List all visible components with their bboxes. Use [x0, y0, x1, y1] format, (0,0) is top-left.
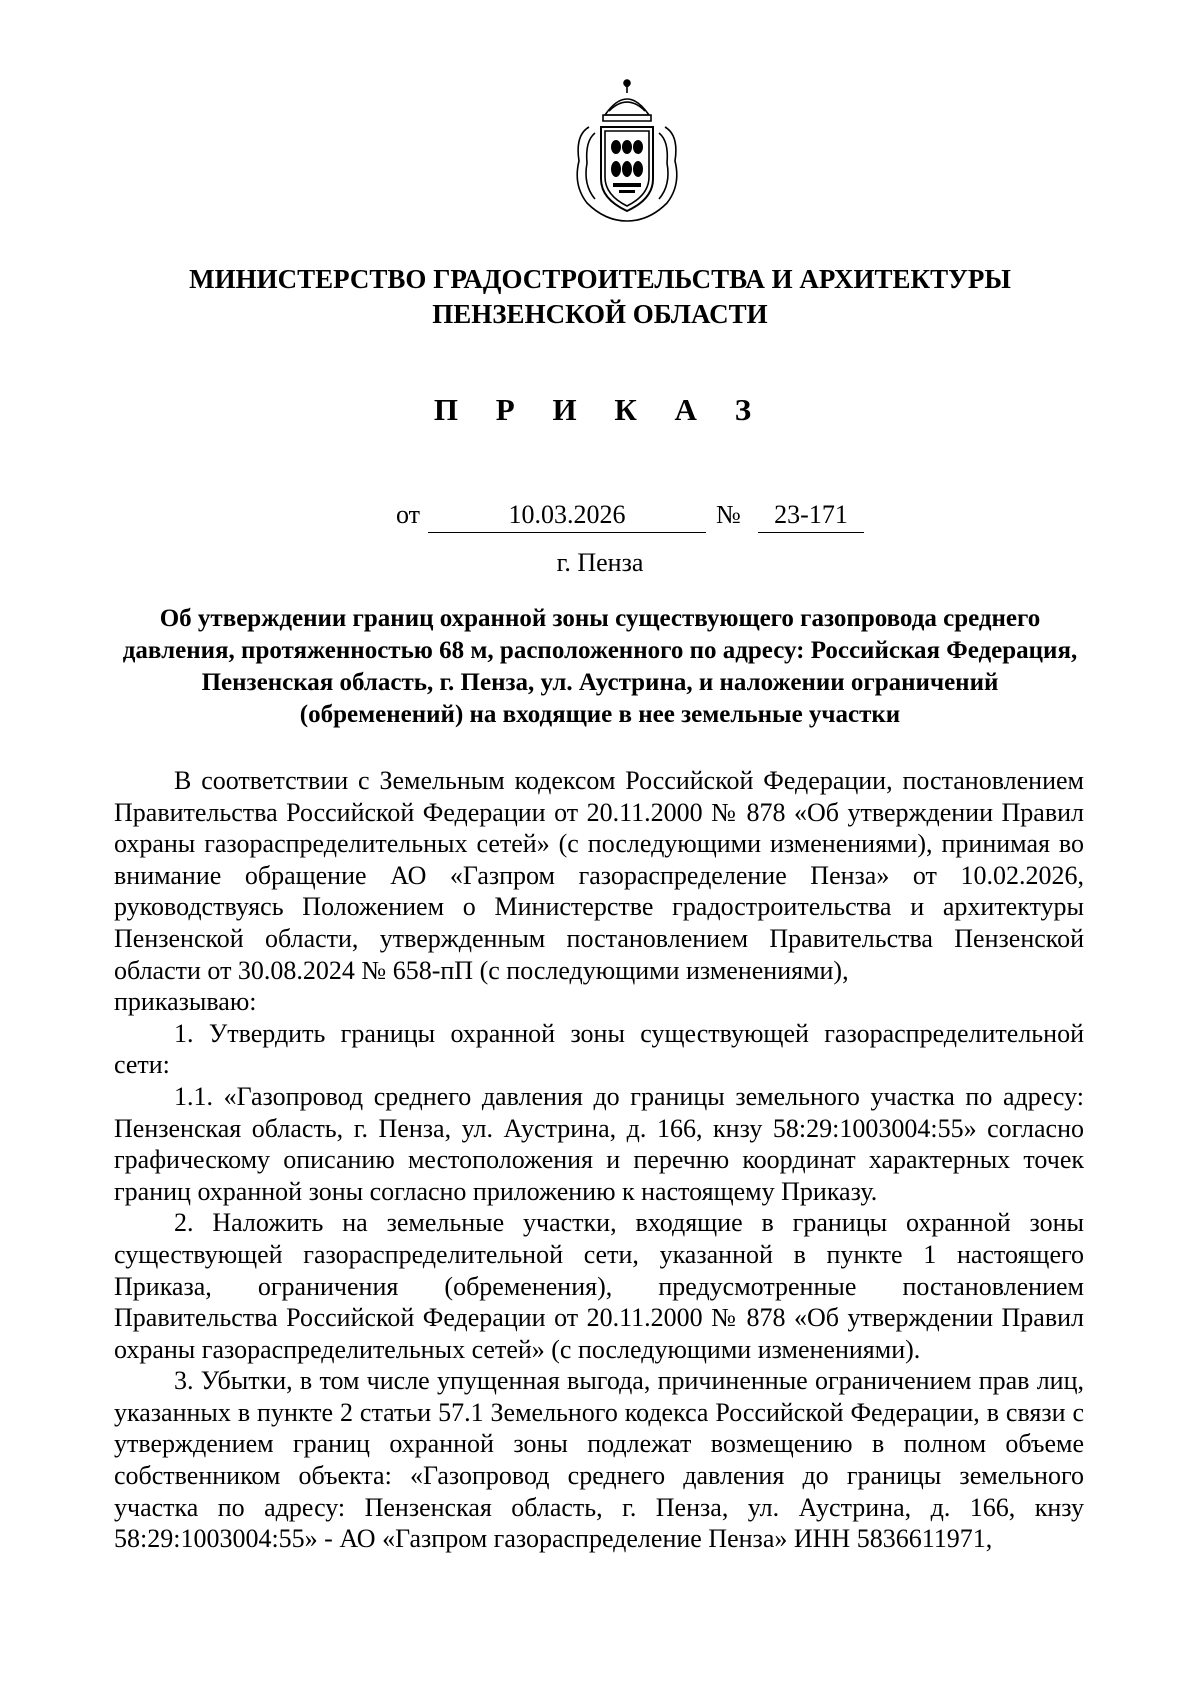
document-subject: Об утверждении границ охранной зоны существующего газопровода среднего давления, протяженностью 68 м, расположенного по адресу: Российская Федерация, Пензенская область, г. Пенза, ул. Аустрина, и наложении ограничений (обременений) на входящие в нее земельные участки [122, 605, 1078, 728]
preamble-paragraph: В соответствии с Земельным кодексом Российской Федерации, постановлением Правительства Российской Федерации от 20.11.2000 № 878 «Об утверждении Правил охраны газораспределительных сетей» (с последующими изменениями), принимая во внимание обращение АО «Газпром газораспределение Пенза» от 10.02.2026, руководствуясь Положением о Министерстве градостроительства и архитектуры Пензенской области, утвержденным постановлением Правительства Пензенской области от 30.08.2024 № 658-пП (с последующими изменениями), [114, 766, 1084, 985]
date-number-line [0, 500, 1200, 536]
document-date: 10.03.2026 [428, 500, 706, 533]
item-1: 1. Утвердить границы охранной зоны существующей газораспределительной сети: [114, 1018, 1084, 1080]
item-1-1: 1.1. «Газопровод среднего давления до границы земельного участка по адресу: Пензенская область, г. Пенза, ул. Аустрина, д. 166, кнзу 58:29:1003004:55» согласно графическому описанию местоположения и перечню координат характерных точек границ охранной зоны согласно приложению к настоящему Приказу. [114, 1081, 1084, 1206]
document-body [114, 765, 1084, 1555]
order-word: приказываю: [114, 987, 257, 1017]
document-number: 23-171 [758, 500, 864, 533]
item-3: 3. Убытки, в том числе упущенная выгода, причиненные ограничением прав лиц, указанных в пункте 2 статьи 57.1 Земельного кодекса Российской Федерации, в связи с утверждением границ охранной зоны подлежат возмещению в полном объеме собственником объекта: «Газопровод среднего давления до границы земельного участка по адресу: Пензенская область, г. Пенза, ул. Аустрина, д. 166, кнзу 58:29:1003004:55» - АО «Газпром газораспределение Пенза» ИНН 5836611971, [114, 1366, 1084, 1554]
ministry-name-line2: ПЕНЗЕНСКОЙ ОБЛАСТИ [432, 299, 768, 329]
document-type-title: П Р И К А З [433, 392, 767, 427]
coat-of-arms-icon [565, 75, 689, 225]
ministry-name-line1: МИНИСТЕРСТВО ГРАДОСТРОИТЕЛЬСТВА И АРХИТЕКТУРЫ [189, 264, 1011, 294]
city: г. Пенза [556, 548, 644, 577]
ministry-name [120, 262, 1080, 332]
date-prefix: от [396, 500, 421, 529]
number-prefix: № [716, 500, 741, 529]
item-2: 2. Наложить на земельные участки, входящие в границы охранной зоны существующей газораспределительной сети, указанной в пункте 1 настоящего Приказа, ограничения (обременения), предусмотренные постановлением Правительства Российской Федерации от 20.11.2000 № 878 «Об утверждении Правил охраны газораспределительных сетей» (с последующими изменениями). [114, 1208, 1084, 1364]
